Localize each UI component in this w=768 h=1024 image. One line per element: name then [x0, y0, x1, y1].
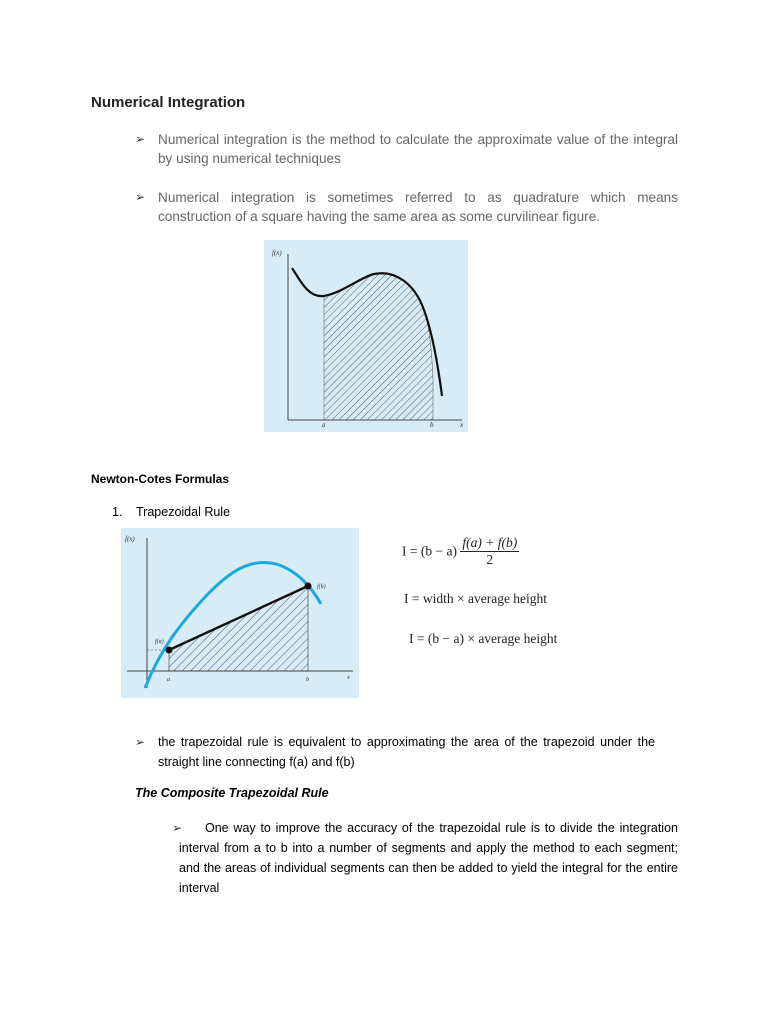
point-fb	[305, 583, 312, 590]
list-number: 1.	[112, 505, 123, 519]
fa-label: f(a)	[155, 639, 164, 645]
a-label: a	[322, 421, 326, 429]
bullet-definition	[135, 130, 678, 168]
formula-trapezoid	[402, 535, 519, 568]
section-title: Newton-Cotes Formulas	[91, 472, 230, 486]
formula-lhs: I = (b − a)	[402, 543, 457, 559]
fraction-numerator: f(a) + f(b)	[462, 535, 518, 550]
bullet-trapezoid-equivalence	[135, 732, 655, 772]
bullet-text: One way to improve the accuracy of the trapezoidal rule is to divide the integration interval from a to b into a number of segments and apply the method to each segment; and the areas of individual segments can then be added to yield the integral for the entire interval	[179, 821, 678, 895]
a-label: a	[167, 677, 170, 683]
formula-width-height: I = width × average height	[404, 591, 548, 606]
arrow-bullet-icon: ➢	[135, 735, 146, 749]
list-label: Trapezoidal Rule	[136, 505, 231, 519]
y-axis-label: f(x)	[272, 249, 282, 257]
arrow-bullet-icon: ➢	[135, 190, 146, 204]
arrow-bullet-icon: ➢	[172, 821, 183, 835]
b-label: b	[306, 677, 309, 683]
formula-average-height: I = (b − a) × average height	[409, 631, 558, 646]
b-label: b	[430, 421, 434, 429]
x-axis-label: x	[460, 421, 464, 429]
x-axis-label: x	[347, 675, 350, 681]
arrow-bullet-icon: ➢	[135, 132, 146, 146]
y-axis-label: f(x)	[125, 535, 135, 543]
trapezoid-area	[169, 586, 308, 671]
formula-fraction	[460, 535, 519, 568]
bullet-text: Numerical integration is the method to calculate the approximate value of the integral by using numerical techniques	[158, 132, 678, 166]
bullet-quadrature	[135, 188, 678, 226]
subsection-title: The Composite Trapezoidal Rule	[135, 786, 329, 800]
bullet-text: Numerical integration is sometimes referred to as quadrature which means construction of a square having the same area as some curvilinear figure.	[158, 190, 678, 224]
point-fa	[166, 647, 173, 654]
bullet-composite	[172, 818, 678, 898]
list-item	[112, 505, 230, 519]
bullet-text: the trapezoidal rule is equivalent to approximating the area of the trapezoid under the straight line connecting f(a) and f(b)	[158, 735, 655, 769]
page-title: Numerical Integration	[91, 94, 246, 111]
integral-area-figure	[264, 240, 468, 432]
fb-label: f(b)	[317, 584, 326, 590]
fraction-denominator: 2	[486, 552, 494, 567]
trapezoid-figure	[121, 528, 359, 698]
